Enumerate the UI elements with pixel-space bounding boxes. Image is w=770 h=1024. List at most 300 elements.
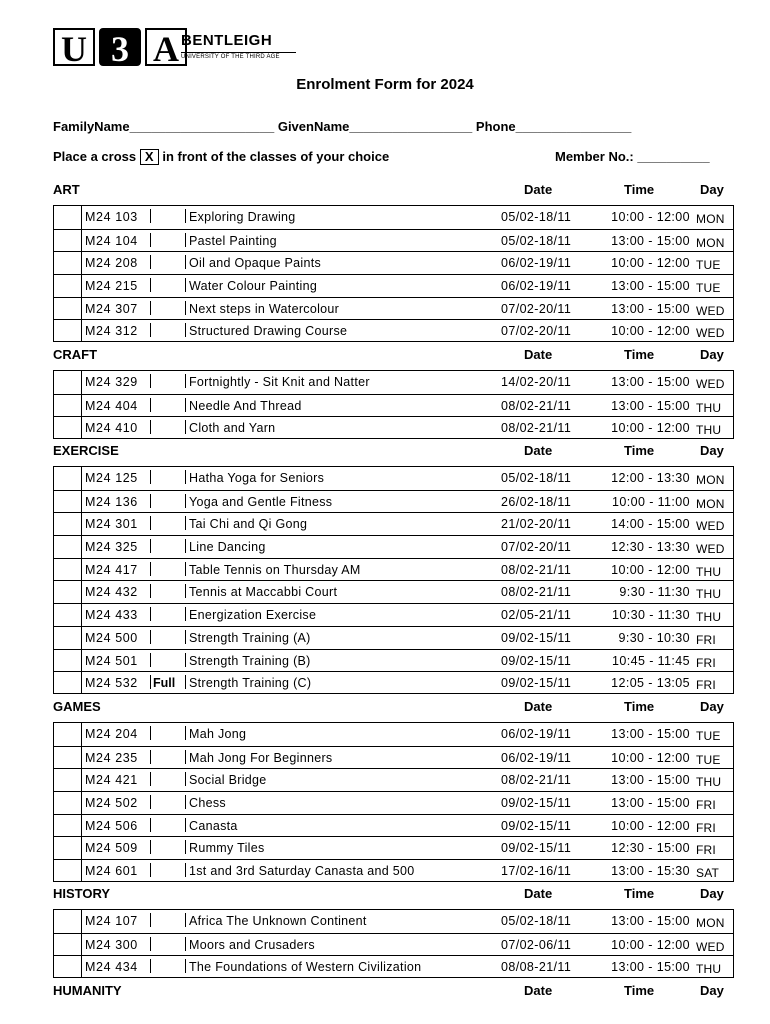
class-dates: 06/02-19/11 [501,256,572,271]
class-code: M24 104 [85,233,138,248]
section-name: HISTORY [53,886,111,901]
code-separator [150,562,151,576]
class-table-games [53,722,734,882]
selection-checkbox[interactable] [54,747,82,769]
logo-org-name: BENTLEIGH [181,32,273,49]
column-header-time: Time [624,347,655,362]
class-code: M24 433 [85,608,138,623]
selection-checkbox[interactable] [54,650,82,672]
column-header-date: Date [524,443,553,458]
class-day: THU [696,775,722,790]
class-table-art [53,205,734,342]
class-title: Social Bridge [189,773,267,788]
selection-checkbox[interactable] [54,934,82,956]
column-header-time: Time [624,699,655,714]
class-time: 10:00 - 12:00 [611,937,690,952]
code-separator [150,374,151,388]
selection-checkbox[interactable] [54,230,82,252]
column-header-time: Time [624,443,655,458]
class-dates: 14/02-20/11 [501,375,572,389]
class-table-history [53,909,734,978]
class-title: Strength Training (A) [189,630,311,645]
class-row [54,791,733,814]
name-fields [53,119,631,134]
class-row [54,910,733,933]
class-row [54,206,733,229]
class-day: FRI [696,820,716,835]
phone-field[interactable]: Phone________________ [475,119,632,134]
class-dates: 08/08-21/11 [501,960,572,975]
class-dates: 05/02-18/11 [501,210,572,224]
code-separator [150,653,151,667]
class-day: MON [696,473,725,487]
selection-checkbox[interactable] [54,559,82,581]
title-separator [185,750,186,764]
class-day: SAT [696,866,720,881]
form-title: Enrolment Form for 2024 [296,76,474,93]
title-separator [185,863,186,877]
class-row [54,297,733,320]
code-separator [150,818,151,832]
class-code: M24 601 [85,864,138,879]
selection-checkbox[interactable] [54,275,82,297]
class-dates: 06/02-19/11 [501,750,572,765]
class-title: Hatha Yoga for Seniors [189,471,325,485]
class-dates: 06/02-19/11 [501,279,572,294]
title-separator [185,516,186,530]
class-time: 13:00 - 15:00 [611,375,690,389]
class-code: M24 417 [85,562,138,577]
class-day: WED [696,519,725,534]
class-time: 10:00 - 11:00 [612,494,690,509]
code-separator [150,630,151,644]
class-day: WED [696,326,725,341]
class-dates: 06/02-19/11 [501,727,572,741]
title-separator [185,653,186,667]
class-day: FRI [696,843,716,858]
class-day: THU [696,610,722,625]
column-header-date: Date [524,699,553,714]
logo-divider [181,52,296,53]
class-dates: 09/02-15/11 [501,676,572,691]
class-code: M24 107 [85,914,138,928]
class-title: Chess [189,796,226,811]
class-dates: 17/02-16/11 [501,864,572,879]
class-code: M24 300 [85,937,138,952]
class-row [54,319,733,342]
class-dates: 07/02-20/11 [501,540,572,555]
title-separator [185,584,186,598]
class-row [54,535,733,558]
selection-checkbox[interactable] [54,320,82,342]
class-code: M24 235 [85,750,138,765]
class-code: M24 506 [85,818,138,833]
class-day: TUE [696,729,721,743]
selection-checkbox[interactable] [54,792,82,814]
title-separator [185,494,186,508]
class-dates: 07/02-06/11 [501,937,572,952]
class-code: M24 421 [85,773,138,788]
code-separator [150,726,151,740]
selection-checkbox[interactable] [54,371,82,394]
class-dates: 02/05-21/11 [501,608,572,623]
title-separator [185,539,186,553]
code-separator [150,937,151,951]
class-title: Table Tennis on Thursday AM [189,562,361,577]
class-dates: 26/02-18/11 [501,494,572,509]
class-dates: 08/02-21/11 [501,585,572,600]
class-time: 13:00 - 15:00 [611,233,690,248]
class-row [54,723,733,746]
class-dates: 08/02-21/11 [501,562,572,577]
class-row [54,371,733,394]
class-day: MON [696,916,725,930]
title-separator [185,818,186,832]
class-title: Mah Jong [189,727,247,741]
class-code: M24 204 [85,727,138,741]
selection-checkbox[interactable] [54,860,82,882]
class-row [54,274,733,297]
class-row [54,512,733,535]
class-day: TUE [696,258,721,273]
class-title: Pastel Painting [189,233,277,248]
code-separator [150,301,151,315]
class-title: 1st and 3rd Saturday Canasta and 500 [189,864,415,879]
class-code: M24 410 [85,421,138,436]
selection-checkbox[interactable] [54,723,82,746]
class-day: TUE [696,752,721,767]
column-header-time: Time [624,983,655,998]
code-separator [150,863,151,877]
class-code: M24 125 [85,471,138,485]
class-day: THU [696,564,722,579]
class-row [54,490,733,513]
class-title: Rummy Tiles [189,841,265,856]
class-time: 13:00 - 15:00 [611,773,690,788]
class-code: M24 500 [85,630,138,645]
class-code: M24 434 [85,960,138,975]
title-separator [185,607,186,621]
class-row [54,768,733,791]
code-separator [150,398,151,412]
class-time: 12:30 - 13:30 [611,540,690,555]
title-separator [185,470,186,484]
code-separator [150,795,151,809]
selection-checkbox[interactable] [54,815,82,837]
title-separator [185,420,186,434]
class-code: M24 404 [85,398,138,413]
selection-checkbox[interactable] [54,491,82,513]
class-code: M24 208 [85,256,138,271]
class-time: 10:30 - 11:30 [612,608,690,623]
class-row [54,626,733,649]
column-header-time: Time [624,182,655,197]
class-row [54,955,733,978]
class-title: Structured Drawing Course [189,324,348,339]
code-separator [150,323,151,337]
selection-checkbox[interactable] [54,604,82,626]
class-time: 13:00 - 15:30 [611,864,690,879]
selection-checkbox[interactable] [54,536,82,558]
title-separator [185,278,186,292]
class-dates: 05/02-18/11 [501,914,572,928]
class-day: THU [696,962,722,977]
title-separator [185,772,186,786]
class-time: 10:00 - 12:00 [611,750,690,765]
logo-tagline: UNIVERSITY OF THE THIRD AGE [181,54,280,60]
class-dates: 09/02-15/11 [501,818,572,833]
title-separator [185,726,186,740]
class-title: Water Colour Painting [189,279,318,294]
code-separator [150,913,151,927]
class-code: M24 307 [85,301,138,316]
selection-checkbox[interactable] [54,252,82,274]
class-time: 12:00 - 13:30 [611,471,690,485]
logo-letter-a: A [145,28,187,66]
class-time: 13:00 - 15:00 [611,301,690,316]
code-separator [150,607,151,621]
class-title: Africa The Unknown Continent [189,914,367,928]
title-separator [185,374,186,388]
class-dates: 09/02-15/11 [501,841,572,856]
column-header-day: Day [700,886,724,901]
class-row [54,746,733,769]
class-row [54,416,733,439]
class-time: 13:00 - 15:00 [611,914,690,928]
section-name: CRAFT [53,347,98,362]
section-name: ART [53,182,80,197]
class-title: Mah Jong For Beginners [189,750,333,765]
instructions [53,149,389,165]
class-day: THU [696,587,722,602]
class-title: Strength Training (B) [189,653,311,668]
selection-checkbox[interactable] [54,837,82,859]
class-code: M24 136 [85,494,138,509]
title-separator [185,323,186,337]
class-day: FRI [696,678,716,693]
class-day: WED [696,377,725,391]
class-title: Yoga and Gentle Fitness [189,494,333,509]
class-time: 12:05 - 13:05 [611,676,690,691]
cross-example-box: X [140,149,159,165]
section-name: EXERCISE [53,443,119,458]
title-separator [185,959,186,973]
class-row [54,229,733,252]
title-separator [185,301,186,315]
class-time: 13:00 - 15:00 [611,960,690,975]
class-day: MON [696,496,725,511]
title-separator [185,562,186,576]
class-row [54,859,733,882]
class-day: FRI [696,798,716,813]
class-title: Strength Training (C) [189,676,312,691]
class-row [54,933,733,956]
code-separator [150,209,151,223]
section-header-art [53,182,733,202]
member-number-field[interactable]: Member No.: __________ [555,149,710,164]
title-separator [185,255,186,269]
section-name: HUMANITY [53,983,122,998]
class-dates: 09/02-15/11 [501,630,572,645]
class-title: Canasta [189,818,238,833]
class-code: M24 215 [85,279,138,294]
title-separator [185,913,186,927]
class-title: The Foundations of Western Civilization [189,960,422,975]
class-title: Tai Chi and Qi Gong [189,517,308,532]
class-code: M24 301 [85,517,138,532]
code-separator [150,539,151,553]
column-header-day: Day [700,699,724,714]
class-code: M24 325 [85,540,138,555]
class-day: THU [696,423,722,438]
class-dates: 05/02-18/11 [501,233,572,248]
class-dates: 09/02-15/11 [501,653,572,668]
class-code: M24 432 [85,585,138,600]
class-dates: 07/02-20/11 [501,301,572,316]
selection-checkbox[interactable] [54,672,82,694]
u3a-logo [53,28,293,70]
column-header-date: Date [524,182,553,197]
class-title: Needle And Thread [189,398,302,413]
class-title: Cloth and Yarn [189,421,276,436]
class-dates: 07/02-20/11 [501,324,572,339]
class-day: WED [696,939,725,954]
class-row [54,467,733,490]
class-table-craft [53,370,734,439]
selection-checkbox[interactable] [54,769,82,791]
code-separator [150,584,151,598]
class-time: 10:00 - 12:00 [611,324,690,339]
class-time: 10:45 - 11:45 [612,653,690,668]
logo-letter-3: 3 [99,28,141,66]
class-day: WED [696,542,725,557]
title-separator [185,398,186,412]
class-time: 13:00 - 15:00 [611,727,690,741]
code-separator [150,233,151,247]
class-row [54,603,733,626]
title-separator [185,233,186,247]
logo-letter-u: U [53,28,95,66]
class-code: M24 532 [85,676,138,691]
column-header-date: Date [524,347,553,362]
selection-checkbox[interactable] [54,467,82,490]
class-time: 10:00 - 12:00 [611,210,690,224]
class-title: Line Dancing [189,540,266,555]
class-title: Tennis at Maccabbi Court [189,585,338,600]
code-separator [150,420,151,434]
class-time: 13:00 - 15:00 [611,796,690,811]
title-separator [185,937,186,951]
class-dates: 05/02-18/11 [501,471,572,485]
class-row [54,394,733,417]
class-day: MON [696,235,725,250]
class-day: FRI [696,655,716,670]
class-time: 13:00 - 15:00 [611,398,690,413]
class-day: WED [696,303,725,318]
class-row [54,814,733,837]
selection-checkbox[interactable] [54,627,82,649]
title-separator [185,840,186,854]
section-header-history [53,886,733,906]
given-name-field[interactable]: GivenName_________________ [277,119,473,134]
section-header-games [53,699,733,719]
class-time: 10:00 - 12:00 [611,256,690,271]
class-title: Moors and Crusaders [189,937,315,952]
code-separator [150,772,151,786]
column-header-day: Day [700,983,724,998]
instructions-before: Place a cross [53,149,137,164]
class-title: Fortnightly - Sit Knit and Natter [189,375,370,389]
code-separator [150,959,151,973]
class-table-exercise [53,466,734,694]
title-separator [185,209,186,223]
family-name-field[interactable]: FamilyName____________________ [53,119,275,134]
class-code: M24 103 [85,210,138,224]
class-time: 13:00 - 15:00 [611,279,690,294]
class-code: M24 509 [85,841,138,856]
section-header-exercise [53,443,733,463]
class-row [54,671,733,694]
class-time: 12:30 - 15:00 [611,841,690,856]
class-row [54,251,733,274]
class-title: Exploring Drawing [189,210,296,224]
title-separator [185,795,186,809]
class-title: Energization Exercise [189,608,317,623]
class-day: THU [696,400,722,415]
code-separator [150,255,151,269]
class-title: Next steps in Watercolour [189,301,340,316]
selection-checkbox[interactable] [54,513,82,535]
instructions-after: in front of the classes of your choice [162,149,390,164]
selection-checkbox[interactable] [54,206,82,229]
class-dates: 08/02-21/11 [501,398,572,413]
code-separator [150,494,151,508]
class-dates: 21/02-20/11 [501,517,572,532]
class-day: FRI [696,632,716,647]
column-header-time: Time [624,886,655,901]
class-time: 10:00 - 12:00 [611,421,690,436]
selection-checkbox[interactable] [54,910,82,933]
class-dates: 08/02-21/11 [501,773,572,788]
class-day: TUE [696,281,721,296]
class-row [54,558,733,581]
class-time: 10:00 - 12:00 [611,818,690,833]
full-status-label: Full [153,676,176,691]
class-row [54,580,733,603]
column-header-day: Day [700,443,724,458]
class-time: 14:00 - 15:00 [611,517,690,532]
selection-checkbox[interactable] [54,956,82,978]
selection-checkbox[interactable] [54,298,82,320]
class-day: MON [696,212,725,226]
column-header-day: Day [700,347,724,362]
code-separator [150,750,151,764]
class-time: 9:30 - 10:30 [618,630,690,645]
class-code: M24 312 [85,324,138,339]
selection-checkbox[interactable] [54,417,82,439]
column-header-day: Day [700,182,724,197]
class-dates: 08/02-21/11 [501,421,572,436]
code-separator [150,675,151,689]
column-header-date: Date [524,886,553,901]
class-code: M24 329 [85,375,138,389]
title-separator [185,630,186,644]
class-dates: 09/02-15/11 [501,796,572,811]
selection-checkbox[interactable] [54,395,82,417]
class-row [54,649,733,672]
class-row [54,836,733,859]
selection-checkbox[interactable] [54,581,82,603]
